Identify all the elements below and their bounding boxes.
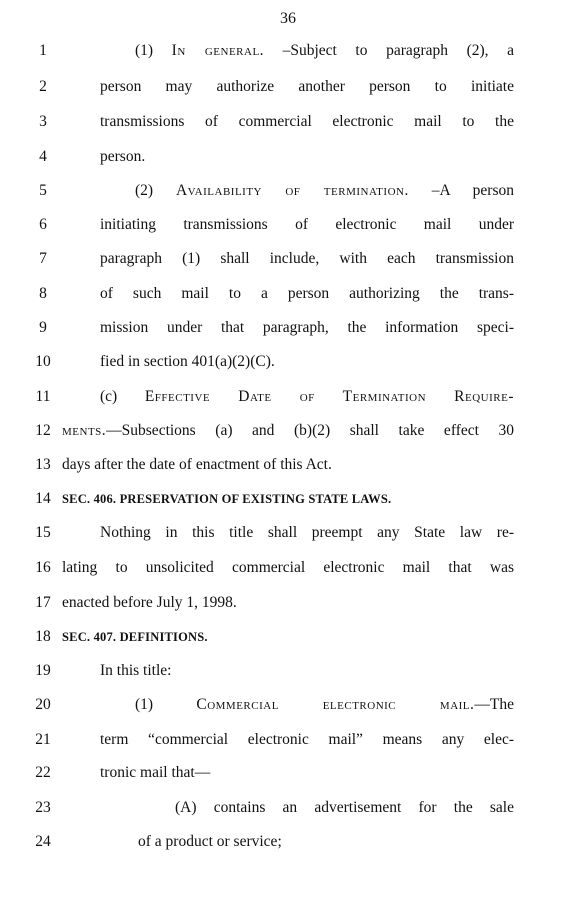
line-number: 24 — [35, 833, 51, 850]
line-text: enacted before July 1, 1998. — [62, 594, 237, 611]
paragraph-heading: Commercial electronic mail. — [196, 696, 475, 713]
document-line-13 — [0, 452, 576, 478]
document-line-9 — [0, 315, 576, 341]
line-text: term “commercial electronic mail” means any elec- — [100, 731, 514, 748]
document-line-17 — [0, 590, 576, 616]
line-text: Nothing in this title shall preempt any State law re- — [100, 524, 514, 541]
line-number: 12 — [35, 422, 51, 439]
document-line-3 — [0, 109, 576, 135]
line-number: 18 — [35, 628, 51, 645]
line-text: person. — [100, 148, 146, 165]
line-text: lating to unsolicited commercial electronic mail that was — [62, 559, 514, 576]
subsection-heading: ments. — [62, 422, 107, 439]
line-text: (1) In general. –Subject to paragraph (2), a — [135, 42, 515, 59]
page-number: 36 — [280, 10, 296, 27]
paragraph-heading: In general. — [171, 42, 265, 59]
document-line-23 — [0, 795, 576, 821]
line-text: In this title: — [100, 662, 172, 679]
line-number: 13 — [35, 456, 51, 473]
line-text: days after the date of enactment of this Act. — [62, 456, 332, 473]
document-line-18 — [0, 624, 576, 650]
line-number: 15 — [35, 524, 51, 541]
line-text: of a product or service; — [138, 833, 282, 850]
line-number: 1 — [39, 42, 47, 59]
line-number: 8 — [39, 285, 47, 302]
document-line-19 — [0, 658, 576, 684]
line-number: 9 — [39, 319, 47, 336]
line-text: paragraph (1) shall include, with each transmission — [100, 250, 514, 267]
line-text: of such mail to a person authorizing the trans- — [100, 285, 514, 302]
document-line-11 — [0, 384, 576, 410]
line-text: ments.—Subsections (a) and (b)(2) shall take effect 30 — [62, 422, 514, 439]
line-text: transmissions of commercial electronic mail to the — [100, 113, 514, 130]
document-line-8 — [0, 281, 576, 307]
line-text: tronic mail that— — [100, 764, 211, 781]
line-number: 11 — [35, 388, 51, 405]
document-line-12 — [0, 418, 576, 444]
line-number: 3 — [39, 113, 47, 130]
line-text: person may authorize another person to initiate — [100, 78, 514, 95]
line-text: mission under that paragraph, the information speci- — [100, 319, 514, 336]
line-number: 19 — [35, 662, 51, 679]
document-line-1 — [0, 38, 576, 64]
document-line-16 — [0, 555, 576, 581]
document-line-5 — [0, 178, 576, 204]
paragraph-heading: Availability of termination. — [175, 182, 409, 199]
line-number: 17 — [35, 594, 51, 611]
section-heading: SEC. 407. DEFINITIONS. — [62, 630, 208, 644]
line-number: 22 — [35, 764, 51, 781]
document-line-2 — [0, 74, 576, 100]
document-line-10 — [0, 349, 576, 375]
line-number: 16 — [35, 559, 51, 576]
section-heading: SEC. 406. PRESERVATION OF EXISTING STATE LAWS. — [62, 492, 392, 506]
line-text: fied in section 401(a)(2)(C). — [100, 353, 275, 370]
line-number: 5 — [39, 182, 47, 199]
line-text: (c) Effective Date of Termination Require- — [100, 388, 514, 405]
document-line-4 — [0, 144, 576, 170]
document-line-7 — [0, 246, 576, 272]
document-line-21 — [0, 727, 576, 753]
document-line-14 — [0, 486, 576, 512]
line-number: 21 — [35, 731, 51, 748]
line-number: 6 — [39, 216, 47, 233]
line-text: (1) Commercial electronic mail.—The — [135, 696, 515, 713]
line-number: 10 — [35, 353, 51, 370]
document-line-24 — [0, 829, 576, 855]
document-line-22 — [0, 760, 576, 786]
document-line-6 — [0, 212, 576, 238]
line-number: 23 — [35, 799, 51, 816]
line-text: (2) Availability of termination. –A person — [135, 182, 514, 199]
document-line-20 — [0, 692, 576, 718]
line-text: initiating transmissions of electronic mail under — [100, 216, 514, 233]
line-number: 2 — [39, 78, 47, 95]
subsection-heading: Effective Date of Termination Require- — [144, 388, 514, 405]
line-text: (A) contains an advertisement for the sale — [175, 799, 514, 816]
line-number: 14 — [35, 490, 51, 507]
line-number: 4 — [39, 148, 47, 165]
document-line-15 — [0, 520, 576, 546]
line-number: 20 — [35, 696, 51, 713]
line-number: 7 — [39, 250, 47, 267]
